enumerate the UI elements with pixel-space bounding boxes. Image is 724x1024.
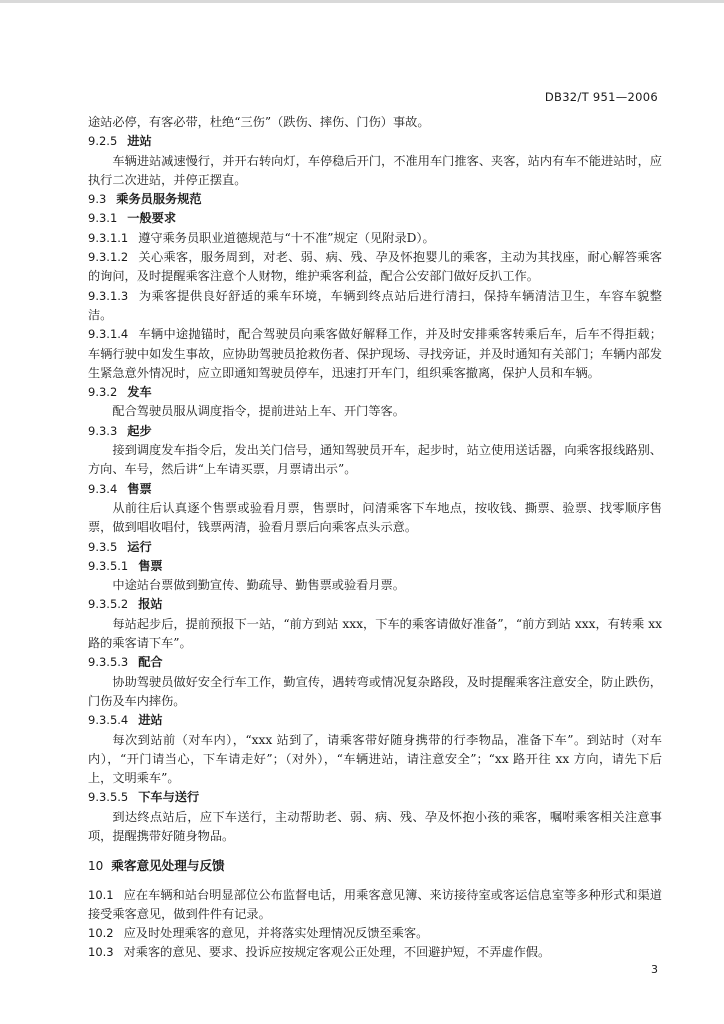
paragraph-9-3-5-1: 中途站台票做到勤宣传、勤疏导、勤售票或验看月票。 [112,578,405,593]
paragraph-9-3-5-5: 到达终点站后，应下车送行，主动帮助老、弱、病、残、孕及怀抱小孩的乘客，嘱咐乘客相关注意事项，提醒携带好随身物品。 [88,809,662,843]
clause-9-3-1-4 [88,325,662,383]
heading-9-3-2 [88,383,662,402]
heading-9-3-5-4 [88,711,662,730]
clause-text: 为乘客提供良好舒适的乘车环境，车辆到终点站后进行清扫，保持车辆清洁卫生，车容车貌整洁。 [88,288,662,322]
paragraph-9-3-5-3: 协助驾驶员做好安全行车工作，勤宣传，遇转弯或情况复杂路段，及时提醒乘客注意安全，防止跌伤，门伤及车内摔伤。 [88,674,662,708]
standard-code: DB32/T 951—2006 [544,90,658,104]
heading-9-3-5-3 [88,653,662,672]
section-title: 报站 [138,597,163,612]
paragraph-9-3-3: 接到调度发车指令后，发出关门信号，通知驾驶员开车，起步时，站立使用送话器，向乘客报线路别、方向、车号，然后讲“上车请买票，月票请出示”。 [88,443,662,477]
section-title: 进站 [127,134,152,149]
section-number: 9.3.1 [88,211,118,226]
clause-9-3-1-2 [88,248,662,287]
heading-10 [88,856,662,875]
section-number: 9.3 [88,192,107,207]
heading-9-2-5 [88,132,662,151]
heading-9-3 [88,190,662,209]
section-gap [88,846,662,856]
paragraph-9-3-2: 配合驾驶员服从调度指令，提前进站上车、开门等客。 [112,404,405,419]
heading-9-3-5-1 [88,557,662,576]
scan-edge [0,0,724,3]
section-title: 下车与送行 [138,790,200,805]
paragraph-9-3-4: 从前往后认真逐个售票或验看月票，售票时，问清乘客下车地点，按收钱、撕票、验票、找零顺序售票，做到唱收唱付，钱票两清，验看月票后向乘客点头示意。 [88,500,662,535]
heading-9-3-5-2 [88,595,662,614]
clause-text: 应及时处理乘客的意见，并将落实处理情况反馈至乘客。 [123,926,429,941]
section-title: 乘务员服务规范 [116,192,202,207]
clause-10-3 [88,943,662,962]
clause-text: 应在车辆和站台明显部位公布监督电话，用乘客意见簿、来访接待室或客运信息室等多种形式和渠道接受乘客意见，做到件件有记录。 [88,887,662,921]
clause-10-1 [88,886,662,925]
clause-number: 9.3.1.4 [88,327,129,342]
paragraph-9-3-5-4: 每次到站前（对车内），“xxx 站到了，请乘客带好随身携带的行李物品，准备下车”。到站时（对车内），“开门请当心，下车请走好”；（对外），“车辆进站，请注意安全”；“xx 路开往 xx 方向，请先下后上，文明乘车”。 [88,732,662,786]
heading-9-3-5 [88,538,662,557]
clause-text: 对乘客的意见、要求、投诉应按规定客观公正处理，不回避护短，不弄虚作假。 [123,945,551,960]
section-title: 起步 [127,423,152,438]
clause-number: 10.1 [88,887,114,902]
section-number: 9.3.5 [88,539,118,554]
section-title: 进站 [138,713,163,728]
section-number: 9.3.5.1 [88,558,129,573]
paragraph-9-2-5: 车辆进站减速慢行，并开右转向灯，车停稳后开门，不准用车门推客、夹客，站内有车不能进站时，应执行二次进站，并停正摆直。 [88,153,662,187]
heading-9-3-4 [88,480,662,499]
section-title: 乘客意见处理与反馈 [111,858,225,874]
intro-line: 途站必停，有客必带，杜绝“三伤”（跌伤、摔伤、门伤）事故。 [88,115,430,129]
section-title: 售票 [127,481,152,496]
section-number: 9.3.4 [88,481,118,496]
section-number: 9.3.5.3 [88,655,129,670]
paragraph-9-3-5-2: 每站起步后，提前预报下一站，“前方到站 xxx，下车的乘客请做好准备”，“前方到站 xxx，有转乘 xx 路的乘客请下车”。 [88,616,662,651]
clause-9-3-1-1 [88,229,662,248]
section-number: 9.3.5.4 [88,713,129,728]
heading-9-3-1 [88,209,662,228]
section-title: 运行 [127,539,152,554]
clause-10-2 [88,924,662,943]
page-number: 3 [651,963,658,976]
heading-9-3-5-5 [88,788,662,807]
section-number: 9.2.5 [88,134,118,149]
clause-text: 关心乘客，服务周到，对老、弱、病、残、孕及怀抱婴儿的乘客，主动为其找座，耐心解答乘客的询问，及时提醒乘客注意个人财物，维护乘客利益，配合公安部门做好反扒工作。 [88,250,662,284]
clause-number: 9.3.1.3 [88,288,129,303]
clause-number: 10.3 [88,945,114,960]
document-body [88,113,662,963]
section-number: 9.3.2 [88,385,118,400]
clause-number: 9.3.1.2 [88,250,129,265]
clause-number: 9.3.1.1 [88,230,129,245]
clause-number: 10.2 [88,926,114,941]
clause-text: 遵守乘务员职业道德规范与“十不准”规定（见附录D）。 [138,230,435,245]
section-number: 9.3.3 [88,423,118,438]
section-number: 9.3.5.2 [88,597,129,612]
clause-9-3-1-3 [88,287,662,326]
section-number: 10 [88,859,104,874]
section-title: 配合 [138,655,163,670]
section-title: 发车 [127,385,152,400]
section-number: 9.3.5.5 [88,790,129,805]
clause-text: 车辆中途抛锚时，配合驾驶员向乘客做好解释工作，并及时安排乘客转乘后车，后车不得拒载；车辆行驶中如发生事故，应协助驾驶员抢救伤者、保护现场、寻找旁证，并及时通知有关部门；车辆内部发生紧急意外情况时，应立即通知驾驶员停车，迅速打开车门，组织乘客撤离，保护人员和车辆。 [88,327,662,380]
section-title: 一般要求 [127,211,177,226]
heading-9-3-3 [88,422,662,441]
section-title: 售票 [138,558,163,573]
section-gap [88,876,662,886]
